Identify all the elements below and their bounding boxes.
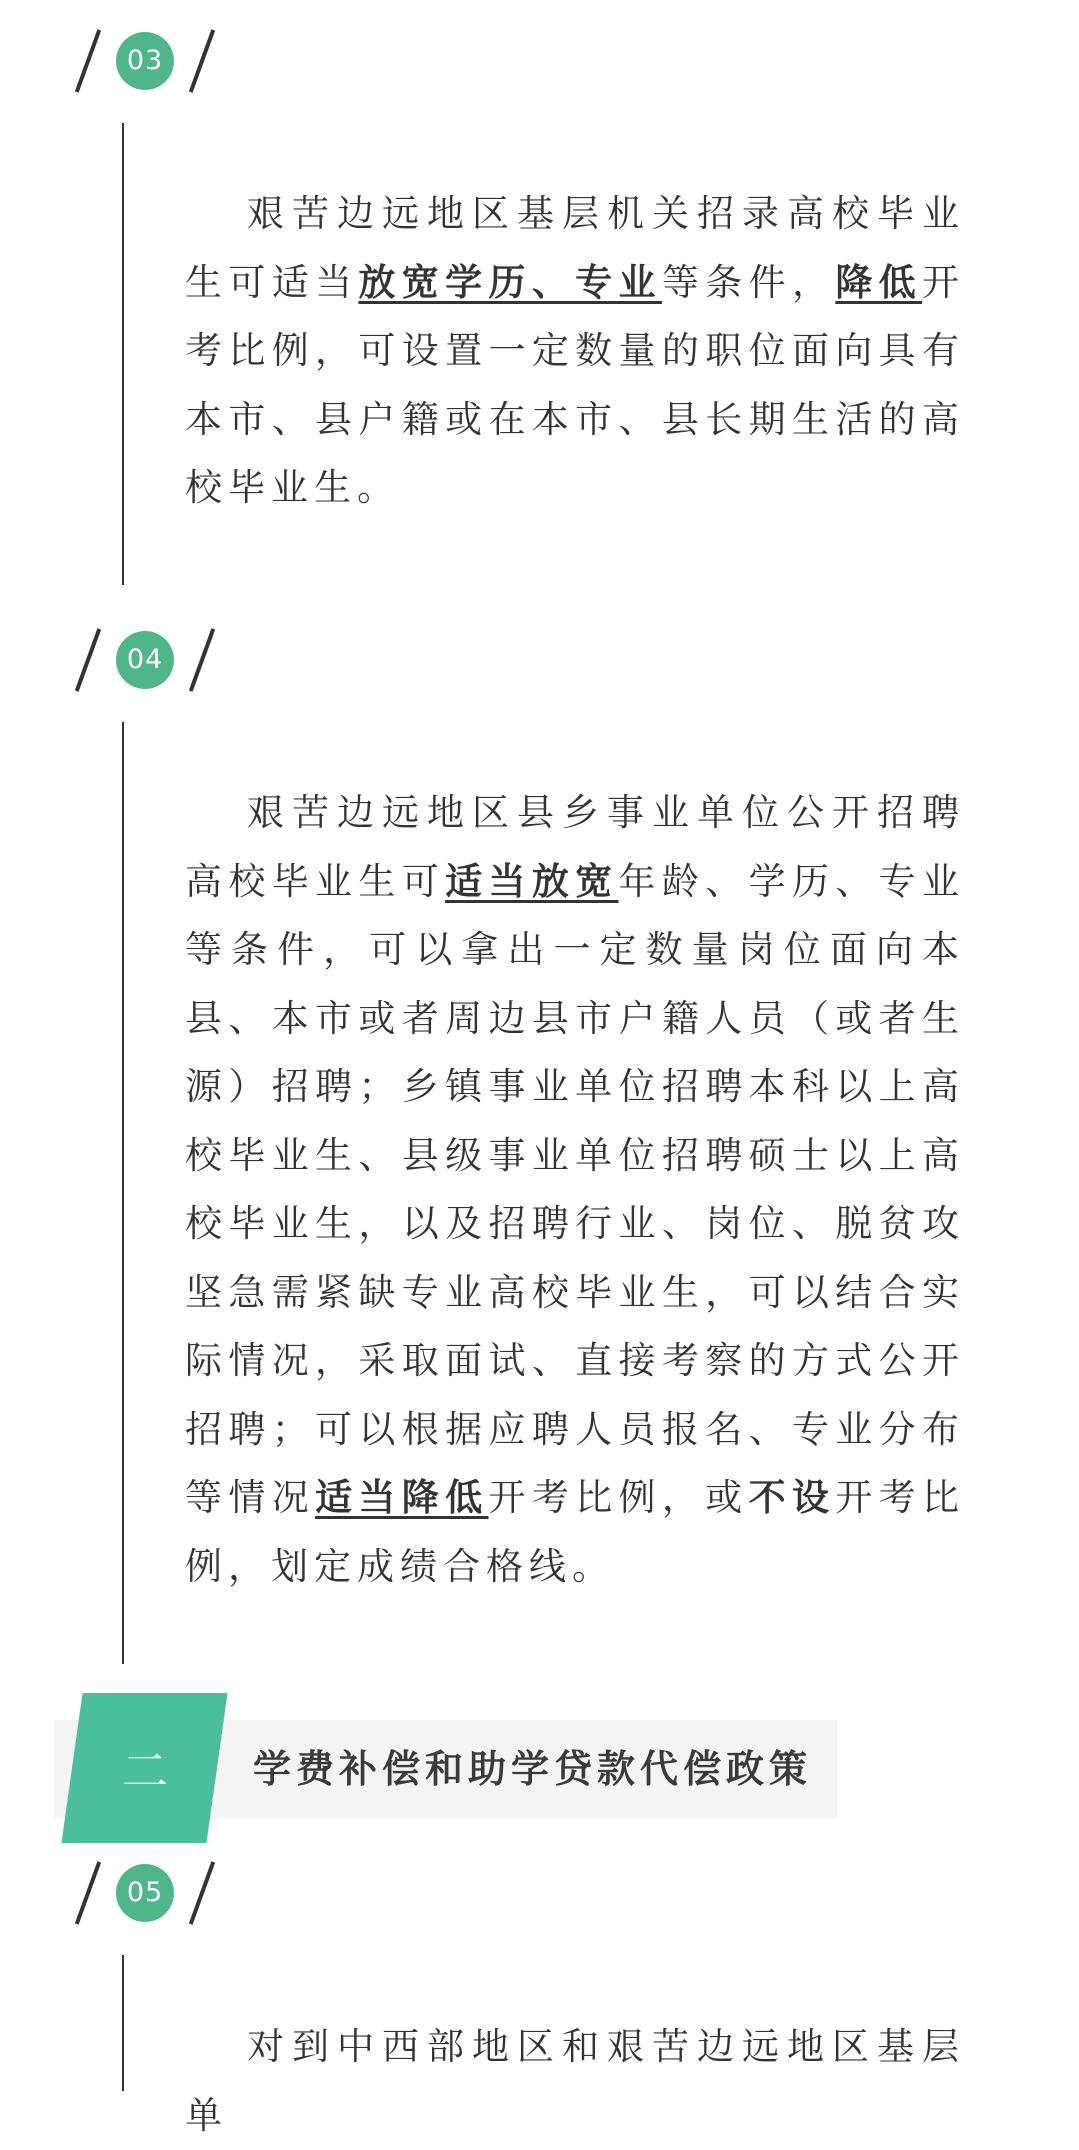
item-05-paragraph	[185, 2013, 965, 2150]
text-span: 开考比例，划定成绩合格线。	[185, 1476, 966, 1588]
item-03-paragraph	[185, 180, 965, 523]
item-04-paragraph	[185, 779, 965, 1601]
emphasis-text: 放宽学历、专业	[358, 260, 662, 304]
item-marker-05	[72, 1850, 232, 1930]
text-span: 等条件，	[661, 260, 836, 304]
item-number-badge: 04	[116, 631, 174, 689]
emphasis-text: 适当降低	[315, 1476, 489, 1519]
text-span: 艰苦边远地区县乡事业单位公开招聘高校毕业生可	[185, 791, 965, 903]
item-marker-04	[72, 617, 232, 697]
section-number: 二	[121, 1744, 168, 1798]
item-marker-03	[72, 18, 232, 98]
text-span: 对到中西部地区和艰苦边远地区基层单	[185, 2025, 965, 2137]
slash-left-icon	[75, 1861, 101, 1924]
text-span: 年龄、学历、专业等条件，可以拿出一定数量岗位面向本县、本市或者周边县市户籍人员（或者生源）招聘；乡镇事业单位招聘本科以上高校毕业生、县级事业单位招聘硕士以上高校毕业生，以及招聘行业、岗位、脱贫攻坚急需紧缺专业高校毕业生，可以结合实际情况，采取面试、直接考察的方式公开招聘；可以根据应聘人员报名、专业分布等情况	[185, 859, 966, 1519]
slash-right-icon	[189, 1861, 215, 1924]
item-number-badge: 05	[116, 1864, 174, 1922]
section-title: 学费补偿和助学贷款代偿政策	[253, 1747, 813, 1791]
timeline-line	[122, 123, 124, 585]
slash-left-icon	[75, 29, 101, 92]
text-span: 开考比例，可设置一定数量的职位面向具有本市、县户籍或在本市、县长期生活的高校毕业生。	[185, 260, 966, 509]
timeline-line	[122, 1955, 124, 2091]
item-number-badge: 03	[116, 32, 174, 90]
section-number-tab	[61, 1693, 227, 1843]
text-span: 艰苦边远地区基层机关招录高校毕业生可适当	[185, 192, 965, 304]
emphasis-text: 适当放宽	[445, 859, 619, 903]
text-span: 开考比例，或	[488, 1476, 749, 1519]
timeline-line	[122, 722, 124, 1664]
strong-text: 不设	[748, 1476, 836, 1519]
slash-right-icon	[189, 29, 215, 92]
slash-right-icon	[189, 628, 215, 691]
emphasis-text: 降低	[835, 260, 923, 304]
slash-left-icon	[75, 628, 101, 691]
